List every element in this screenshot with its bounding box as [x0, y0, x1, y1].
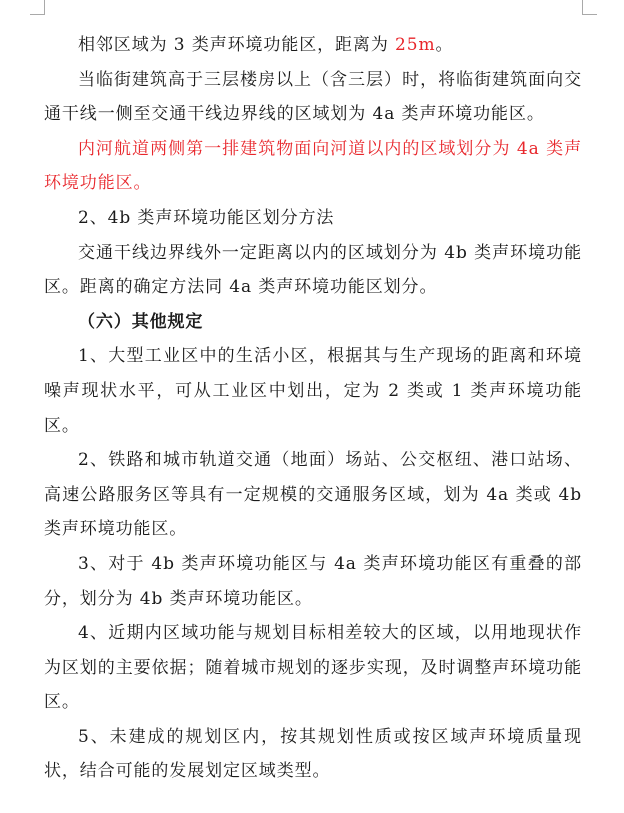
page-margin-mark-right	[582, 0, 597, 15]
rule-item-1: 1、大型工业区中的生活小区，根据其与生产现场的距离和环境噪声现状水平，可从工业区中划出，定为 2 类或 1 类声环境功能区。	[44, 346, 582, 436]
section-other-rules-title: （六）其他规定	[78, 311, 204, 332]
rule-item-4: 4、近期内区域功能与规划目标相差较大的区域，以用地现状作为区划的主要依据；随着城市规划的逐步实现，及时调整声环境功能区。	[44, 623, 582, 713]
page-margin-mark-left	[30, 0, 45, 15]
rule-item-3: 3、对于 4b 类声环境功能区与 4a 类声环境功能区有重叠的部分，划分为 4b 类声环境功能区。	[44, 553, 582, 609]
paragraph-adjacent-distance	[44, 28, 582, 63]
paragraph-text: 相邻区域为 3 类声环境功能区，距离为	[78, 35, 396, 55]
paragraph-inland-waterway: 内河航道两侧第一排建筑物面向河道以内的区域划分为 4a 类声环境功能区。	[44, 138, 582, 194]
rule-item-5: 5、未建成的规划区内，按其规划性质或按区域声环境质量现状，结合可能的发展划定区域类型。	[44, 726, 582, 782]
rule-item-2: 2、铁路和城市轨道交通（地面）场站、公交枢纽、港口站场、高速公路服务区等具有一定规模的交通服务区域，划为 4a 类或 4b 类声环境功能区。	[44, 450, 582, 540]
paragraph-4b-method: 交通干线边界线外一定距离以内的区域划分为 4b 类声环境功能区。距离的确定方法同 4a 类声环境功能区划分。	[44, 242, 582, 298]
distance-value: 25m	[395, 35, 436, 55]
paragraph-text-end: 。	[435, 35, 454, 55]
paragraph-street-buildings: 当临街建筑高于三层楼房以上（含三层）时，将临街建筑面向交通干线一侧至交通干线边界线的区域划为 4a 类声环境功能区。	[44, 69, 582, 125]
subsection-4b-title: 2、4b 类声环境功能区划分方法	[78, 207, 335, 228]
document-body	[44, 28, 582, 789]
